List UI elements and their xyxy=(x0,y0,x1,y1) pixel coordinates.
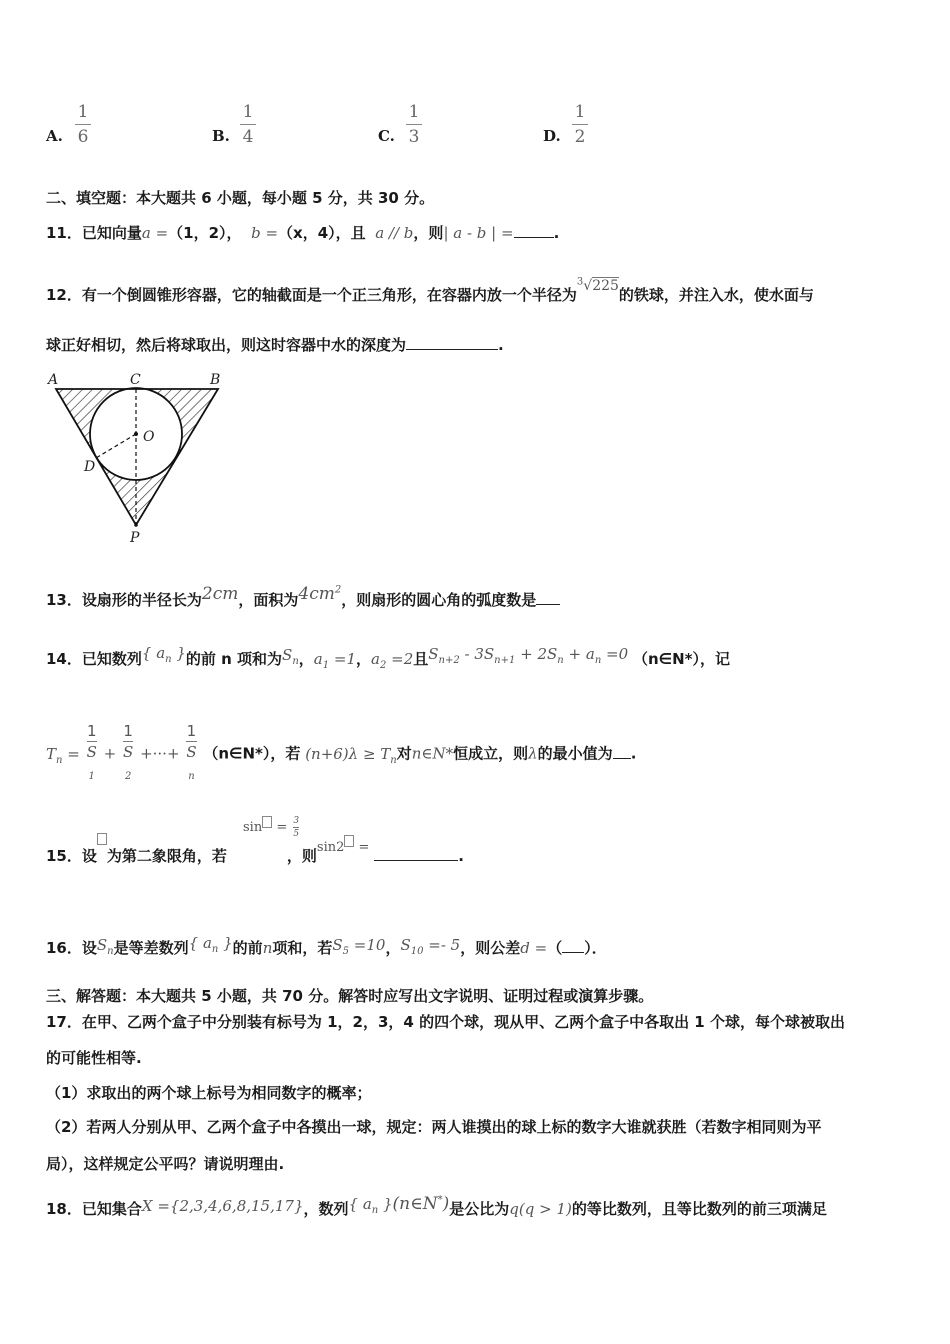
q14-frac-1: 1 S $_1$ xyxy=(86,722,97,782)
q17-line-1: 17．在甲、乙两个盒子中分别装有标号为 1，2，3，4 的四个球，现从甲、乙两个盒子中各取出 1 个球，每个球被取出 xyxy=(46,1013,845,1031)
q14-text-3: 对 xyxy=(396,744,412,763)
q18-condition: (n∈N*) xyxy=(392,1194,450,1214)
question-14-line2 xyxy=(46,722,636,786)
apex-point xyxy=(134,523,138,527)
q13-number: 13． xyxy=(46,591,82,609)
q14-dots: +···+ xyxy=(140,744,180,763)
label-c: C xyxy=(130,372,141,388)
q14-condition-2: （n∈N*），若 xyxy=(203,744,301,763)
q16-text-7: ）． xyxy=(584,939,607,957)
q16-n: n xyxy=(262,939,273,957)
q14-plus: + xyxy=(103,744,117,763)
q18-number: 18． xyxy=(46,1200,82,1218)
cone-cross-section-figure xyxy=(44,368,234,546)
section2-heading: 二、填空题：本大题共 6 小题，每小题 5 分，共 30 分。 xyxy=(46,189,435,207)
q17-part-2-line-1: （2）若两人分别从甲、乙两个盒子中各摸出一球，规定：两人谁摸出的球上标的数字大谁就获胜（若数字相同则为平 xyxy=(46,1118,822,1136)
q18-text-3: 是公比为 xyxy=(449,1200,510,1218)
q14-and: 且 xyxy=(413,650,429,668)
q15-text-4: . xyxy=(458,847,464,865)
q16-text-6: （ xyxy=(547,939,563,957)
q11-vec-a: a = xyxy=(141,224,169,242)
q14-sn: $S_n$ xyxy=(282,646,299,667)
q13-text-1: 设扇形的半径长为 xyxy=(81,591,202,609)
q16-text-2: 是等差数列 xyxy=(113,939,189,957)
question-12-line1 xyxy=(46,276,814,305)
center-point xyxy=(134,432,138,436)
q15-text-2: 为第二象限角，若 xyxy=(106,847,227,865)
choice-b-fraction: 1 4 xyxy=(237,102,259,147)
q16-seq: { $a_n$ } xyxy=(188,934,233,955)
q14-comma-1: ， xyxy=(298,650,314,668)
q14-number: 14． xyxy=(46,650,82,668)
q15-text-1: 设 xyxy=(81,847,97,865)
label-b: B xyxy=(210,372,221,388)
q16-answer-blank[interactable] xyxy=(562,938,584,953)
choice-c-label: C. xyxy=(378,127,395,145)
question-16 xyxy=(46,934,607,960)
q16-s10: $S_{10} =- 5$ xyxy=(400,936,461,957)
q17-part-1: （1）求取出的两个球上标号为相同数字的概率； xyxy=(46,1084,372,1102)
q16-s5: $S_5 =10$ xyxy=(332,936,386,957)
label-d: D xyxy=(84,459,96,475)
question-14-line1 xyxy=(46,644,730,671)
question-13 xyxy=(46,584,560,610)
q14-tn: $T_n$ = xyxy=(46,744,80,766)
q16-sn: $S_n$ xyxy=(96,936,114,957)
q13-text-2: ，面积为 xyxy=(238,591,299,609)
question-15 xyxy=(46,840,464,866)
q12-line-2: 球正好相切，然后将球取出，则这时容器中水的深度为 xyxy=(46,336,407,354)
q12-answer-blank[interactable] xyxy=(406,335,498,350)
q12-text-3: . xyxy=(498,336,504,354)
q14-text-2: 的前 n 项和为 xyxy=(185,650,283,668)
q14-text-4: 恒成立，则 xyxy=(453,744,529,763)
q14-recurrence: $S_{n+2} - 3S_{n+1} + 2S_n + a_n =0$ xyxy=(428,645,629,666)
question-11 xyxy=(46,222,559,243)
q16-text-5: ，则公差 xyxy=(460,939,521,957)
q17-part-2-line-2: 局），这样规定公平吗？请说明理由. xyxy=(46,1155,285,1173)
choice-a-fraction: 1 6 xyxy=(72,102,94,147)
q11-number: 11． xyxy=(46,224,82,242)
q15-answer-blank[interactable] xyxy=(374,846,458,861)
q18-seq: { $a_n$ } xyxy=(348,1195,393,1216)
q17-line-2: 的可能性相等. xyxy=(46,1049,142,1067)
q11-a-value: （1，2）， xyxy=(168,224,242,242)
q11-b-value: （x，4），且 xyxy=(278,224,366,242)
q16-text-4: 项和，若 xyxy=(272,939,333,957)
q13-text-3: ，则扇形的圆心角的弧度数是 xyxy=(341,591,537,609)
q16-text-3: 的前 xyxy=(232,939,263,957)
label-p: P xyxy=(130,530,140,546)
q16-number: 16． xyxy=(46,939,82,957)
q18-q: q(q > 1) xyxy=(509,1200,572,1218)
q13-radius: 2cm xyxy=(201,584,239,604)
q15-text-3: ，则 xyxy=(286,847,317,865)
q14-condition: （n∈N*），记 xyxy=(632,650,730,668)
q15-alpha-placeholder-icon xyxy=(97,833,107,845)
q14-a1: $a_1 =1$ xyxy=(313,650,357,671)
q16-text-1: 设 xyxy=(81,939,97,957)
q11-text-3: . xyxy=(553,224,560,242)
q14-text-5: 的最小值为 xyxy=(537,744,613,763)
question-18 xyxy=(46,1194,827,1221)
q11-answer-blank[interactable] xyxy=(514,223,554,238)
q12-radical: $^3$√225 xyxy=(576,276,619,294)
q15-sin-condition: sin = $\frac{3}{5}$ xyxy=(243,816,300,839)
q14-text-6: . xyxy=(630,744,637,763)
q15-number: 15． xyxy=(46,847,82,865)
q14-a2: $a_2 =2$ xyxy=(371,650,414,671)
q12-text-1: 有一个倒圆锥形容器，它的轴截面是一个正三角形，在容器内放一个半径为 xyxy=(81,286,577,304)
q14-answer-blank[interactable] xyxy=(613,744,631,759)
q14-text-1: 已知数列 xyxy=(81,650,142,668)
choice-a-label: A. xyxy=(46,127,63,145)
q18-text-1: 已知集合 xyxy=(81,1200,142,1218)
label-a: A xyxy=(48,372,59,388)
choice-d-label: D. xyxy=(543,127,561,145)
q14-frac-2: 1 S $_2$ xyxy=(123,722,134,782)
q13-answer-blank[interactable] xyxy=(536,590,560,605)
q12-number: 12． xyxy=(46,286,82,304)
q14-nset: n∈N* xyxy=(411,744,454,763)
section3-heading: 三、解答题：本大题共 5 小题，共 70 分。解答时应写出文字说明、证明过程或演算步骤。 xyxy=(46,987,654,1005)
q11-text-2: ，则 xyxy=(413,224,444,242)
label-o: O xyxy=(143,429,155,445)
q11-text-1: 已知向量 xyxy=(81,224,142,242)
question-12-line2 xyxy=(46,334,504,355)
choice-c-fraction: 1 3 xyxy=(403,102,425,147)
q14-frac-3: 1 S $_n$ xyxy=(186,722,197,782)
q14-lambda: λ xyxy=(528,744,538,763)
choice-d-fraction: 1 2 xyxy=(569,102,591,147)
q14-inequality: $(n+6)\lambda \ge T_n$ xyxy=(305,744,397,766)
q14-comma-2: ， xyxy=(356,650,372,668)
q13-area: $4cm^2$ xyxy=(298,584,342,604)
q14-seq: { $a_n$ } xyxy=(141,644,186,665)
q18-text-4: 的等比数列，且等比数列的前三项满足 xyxy=(571,1200,827,1218)
q12-text-2: 的铁球，并注入水，使水面与 xyxy=(618,286,814,304)
q16-comma: ， xyxy=(385,939,401,957)
q11-parallel: a // b xyxy=(375,224,414,242)
choice-b-label: B. xyxy=(212,127,230,145)
q11-abs-expr: | a - b | = xyxy=(443,224,514,242)
q15-sin2: sin2 = xyxy=(317,840,370,855)
q11-vec-b: b = xyxy=(251,224,279,242)
q18-set: X ={2,3,4,6,8,15,17} xyxy=(141,1197,304,1215)
q16-d: d = xyxy=(520,939,548,957)
q18-text-2: ，数列 xyxy=(303,1200,349,1218)
